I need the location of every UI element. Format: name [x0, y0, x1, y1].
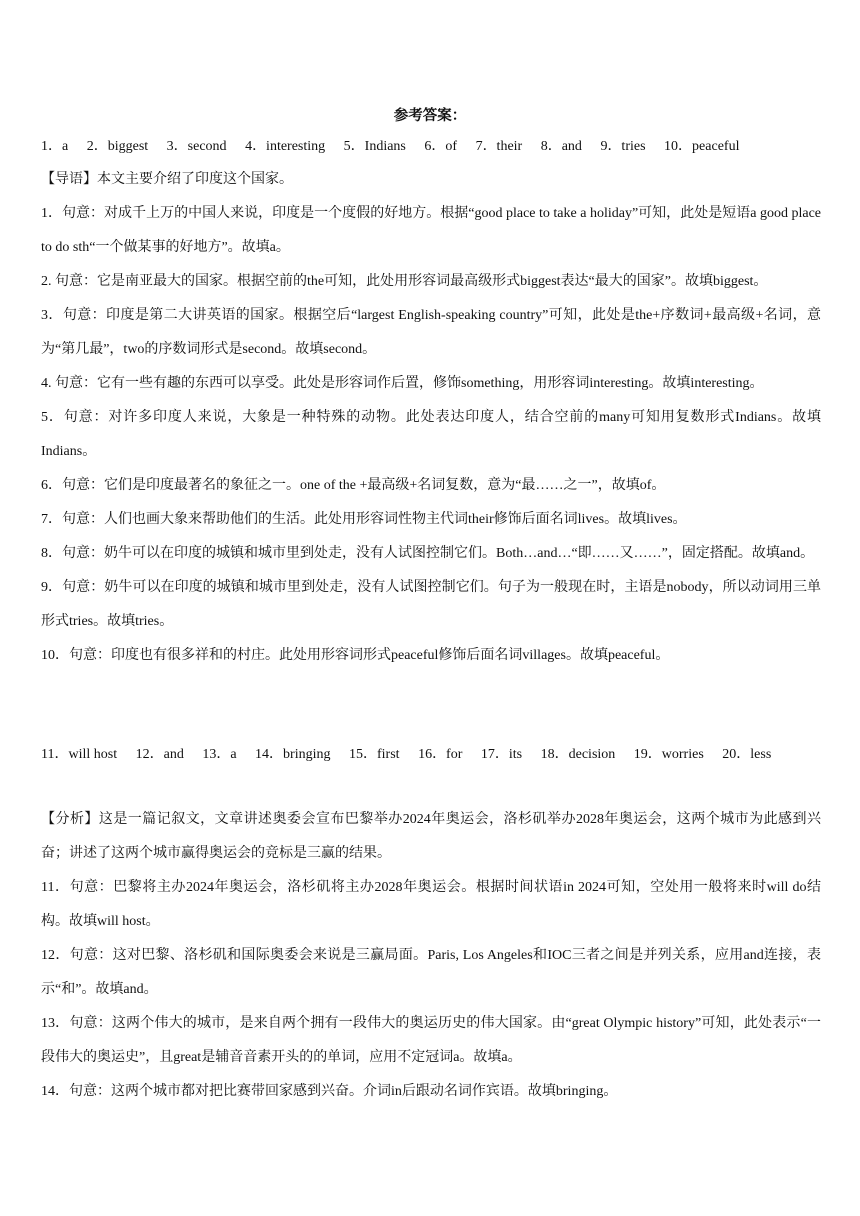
answer-item: 7．their — [475, 139, 523, 154]
explanation-paragraph: 8．句意：奶牛可以在印度的城镇和城市里到处走，没有人试图控制它们。Both…and…“即……又……”，固定搭配。故填and。 — [41, 546, 815, 561]
answer-item: 11．will host — [41, 747, 118, 762]
answer-item: 15．first — [349, 747, 400, 762]
explanation-paragraph: 1．句意：对成千上万的中国人来说，印度是一个度假的好地方。根据“good place to take a holiday”可知，此处是短语a good place to do sth“一个做某事的好地方”。故填a。 — [41, 206, 821, 255]
explanation-block-2 — [41, 803, 821, 1109]
explanation-block-1 — [41, 163, 821, 673]
analysis-paragraph: 【分析】这是一篇记叙文，文章讲述奥委会宣布巴黎举办2024年奥运会，洛杉矶举办2028年奥运会，这两个城市为此感到兴奋；讲述了这两个城市赢得奥运会的竞标是三赢的结果。 — [41, 812, 821, 861]
answer-item: 12．and — [135, 747, 184, 762]
answer-item: 14．bringing — [255, 747, 331, 762]
answer-item: 6．of — [424, 139, 458, 154]
answer-item: 13．a — [202, 747, 237, 762]
explanation-paragraph: 11．句意：巴黎将主办2024年奥运会，洛杉矶将主办2028年奥运会。根据时间状语in 2024可知，空处用一般将来时will do结构。故填will host。 — [41, 880, 821, 929]
answer-key-title: 参考答案： — [393, 108, 467, 124]
explanation-paragraph: 2. 句意：它是南亚最大的国家。根据空前的the可知，此处用形容词最高级形式biggest表达“最大的国家”。故填biggest。 — [41, 274, 768, 289]
explanation-paragraph: 12．句意：这对巴黎、洛杉矶和国际奥委会来说是三赢局面。Paris, Los Angeles和IOC三者之间是并列关系，应用and连接，表示“和”。故填and。 — [41, 948, 821, 997]
explanation-paragraph: 4. 句意：它有一些有趣的东西可以享受。此处是形容词作后置，修饰something，用形容词interesting。故填interesting。 — [41, 376, 764, 391]
explanation-paragraph: 13．句意：这两个伟大的城市，是来自两个拥有一段伟大的奥运历史的伟大国家。由“great Olympic history”可知，此处表示“一段伟大的奥运史”，且great是辅音音素开头的的单词，应用不定冠词a。故填a。 — [41, 1016, 821, 1065]
answer-item: 16．for — [418, 747, 463, 762]
answer-item: 17．its — [480, 747, 523, 762]
answer-item: 2．biggest — [86, 139, 149, 154]
explanation-paragraph: 7．句意：人们也画大象来帮助他们的生活。此处用形容词性物主代词their修饰后面名词lives。故填lives。 — [41, 512, 687, 527]
answer-item: 4．interesting — [245, 139, 326, 154]
explanation-paragraph: 10．句意：印度也有很多祥和的村庄。此处用形容词形式peaceful修饰后面名词villages。故填peaceful。 — [41, 648, 670, 663]
answer-item: 5．Indians — [343, 139, 406, 154]
intro-paragraph: 【导语】本文主要介绍了印度这个国家。 — [41, 172, 293, 187]
answer-item: 10．peaceful — [664, 139, 740, 154]
answer-list-1 — [41, 135, 739, 155]
answer-item: 20．less — [722, 747, 772, 762]
answer-item: 8．and — [540, 139, 582, 154]
answer-item: 19．worries — [633, 747, 704, 762]
explanation-paragraph: 5．句意：对许多印度人来说，大象是一种特殊的动物。此处表达印度人，结合空前的many可知用复数形式Indians。故填Indians。 — [41, 410, 821, 459]
answer-item: 3．second — [166, 139, 227, 154]
explanation-paragraph: 9．句意：奶牛可以在印度的城镇和城市里到处走，没有人试图控制它们。句子为一般现在时，主语是nobody，所以动词用三单形式tries。故填tries。 — [41, 580, 821, 629]
answer-item: 1．a — [41, 139, 69, 154]
answer-item: 18．decision — [540, 747, 616, 762]
explanation-paragraph: 6．句意：它们是印度最著名的象征之一。one of the +最高级+名词复数，意为“最……之一”，故填of。 — [41, 478, 666, 493]
explanation-paragraph: 3．句意：印度是第二大讲英语的国家。根据空后“largest English-speaking country”可知，此处是the+序数词+最高级+名词，意为“第几最”，two的序数词形式是second。故填second。 — [41, 308, 821, 357]
answer-list-2 — [41, 743, 771, 763]
explanation-paragraph: 14．句意：这两个城市都对把比赛带回家感到兴奋。介词in后跟动名词作宾语。故填bringing。 — [41, 1084, 618, 1099]
answer-item: 9．tries — [600, 139, 646, 154]
